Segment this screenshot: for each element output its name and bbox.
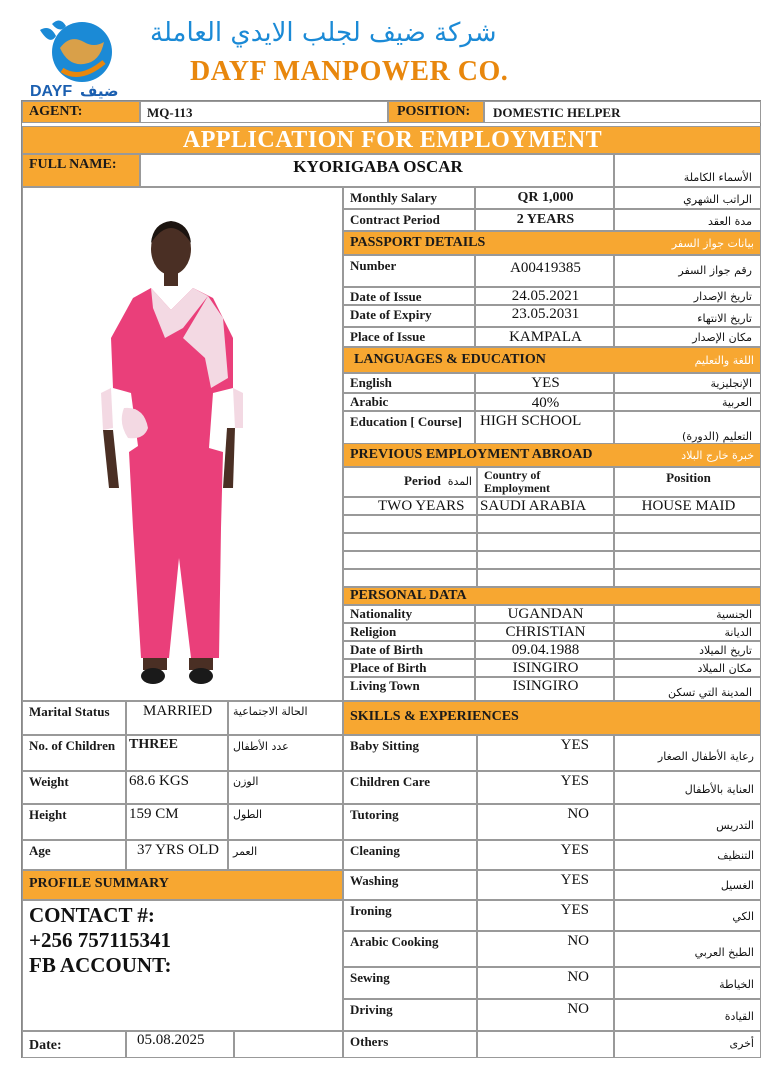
skill-value: YES <box>560 902 589 918</box>
arabic-label: Arabic <box>350 394 389 409</box>
contract-value: 2 YEARS <box>516 212 575 227</box>
form-title-bar <box>22 126 761 154</box>
profile-summary-header <box>22 870 343 900</box>
height-ar: الطول <box>233 808 263 821</box>
dob-ar: تاريخ الميلاد <box>699 644 752 657</box>
salary-value: QR 1,000 <box>517 190 574 205</box>
skill-label: Baby Sitting <box>350 738 419 753</box>
religion-label: Religion <box>350 624 397 639</box>
height-label: Height <box>29 807 67 822</box>
date-label: Date: <box>29 1038 62 1053</box>
children-value: THREE <box>129 737 179 752</box>
prev-row-position: HOUSE MAID <box>641 498 736 514</box>
age-label: Age <box>29 843 51 858</box>
weight-ar: الوزن <box>233 775 259 788</box>
issue-date-value: 24.05.2021 <box>511 288 580 304</box>
nationality-value: UGANDAN <box>507 606 584 622</box>
skill-label: Washing <box>350 873 399 888</box>
full-name-value-cell <box>140 154 614 187</box>
issue-place-value: KAMPALA <box>509 329 582 345</box>
age-value: 37 YRS OLD <box>137 842 219 858</box>
living-town-value: ISINGIRO <box>512 678 579 694</box>
profile-title: PROFILE SUMMARY <box>29 876 169 891</box>
pob-label: Place of Birth <box>350 660 427 675</box>
company-name-arabic: شركة ضيف لجلب الايدي العاملة <box>150 18 497 48</box>
agent-label: AGENT: <box>29 104 83 119</box>
skill-ar: الطبخ العربي <box>694 946 754 959</box>
previous-employment-header <box>343 443 761 467</box>
table-row <box>343 515 477 533</box>
english-ar: الإنجليزية <box>710 377 752 390</box>
nationality-ar: الجنسية <box>716 608 752 621</box>
english-label: English <box>350 375 392 390</box>
passport-number-label: Number <box>350 258 397 273</box>
personal-title: PERSONAL DATA <box>350 588 467 603</box>
passport-header <box>343 231 761 255</box>
skill-ar: رعاية الأطفال الصغار <box>657 750 754 763</box>
position-label-cell <box>388 101 484 123</box>
period-col-header-ar: المدة <box>447 475 472 488</box>
skill-ar: الخياطة <box>719 978 754 991</box>
skill-ar: أخرى <box>729 1037 754 1050</box>
age-ar: العمر <box>233 845 258 858</box>
skill-label: Tutoring <box>350 807 399 822</box>
company-name-english: DAYF MANPOWER CO. <box>190 56 509 87</box>
previous-title-ar: خبرة خارج البلاد <box>681 449 754 462</box>
logo-text-ar: ضيف <box>80 82 119 100</box>
issue-date-ar: تاريخ الإصدار <box>693 290 752 303</box>
agent-value: MQ-113 <box>147 105 193 120</box>
skill-ar: القيادة <box>724 1010 754 1023</box>
application-form <box>21 100 761 1058</box>
form-title: APPLICATION FOR EMPLOYMENT <box>182 127 603 153</box>
issue-date-label: Date of Issue <box>350 289 422 304</box>
living-town-label: Living Town <box>350 678 420 693</box>
table-row <box>343 533 477 551</box>
contact-label: CONTACT #: <box>29 903 155 927</box>
skill-ar: الكي <box>732 910 754 923</box>
date-value: 05.08.2025 <box>137 1032 205 1048</box>
position-col-header: Position <box>666 470 711 485</box>
living-town-ar: المدينة التي تسكن <box>667 686 752 699</box>
weight-label: Weight <box>29 774 69 789</box>
nationality-label: Nationality <box>350 606 413 621</box>
skill-value: NO <box>567 969 589 985</box>
prev-row-country: SAUDI ARABIA <box>480 498 587 514</box>
passport-number-ar: رقم جواز السفر <box>678 264 752 277</box>
company-logo <box>22 10 122 102</box>
skill-ar: العناية بالأطفال <box>684 783 754 796</box>
salary-label: Monthly Salary <box>350 190 438 205</box>
full-name-ar-cell <box>614 154 761 187</box>
dob-value: 09.04.1988 <box>511 642 580 658</box>
skill-ar: التدريس <box>716 819 754 832</box>
contract-ar: مدة العقد <box>708 215 752 228</box>
expiry-date-value: 23.05.2031 <box>511 306 580 322</box>
religion-ar: الديانة <box>724 626 752 639</box>
country-col-header: Country of Employment <box>484 468 550 495</box>
marital-value: MARRIED <box>143 703 213 719</box>
skill-value: NO <box>567 806 589 822</box>
languages-title: LANGUAGES & EDUCATION <box>354 352 546 367</box>
passport-title: PASSPORT DETAILS <box>350 235 486 250</box>
position-value: DOMESTIC HELPER <box>493 105 621 120</box>
skill-ar: الغسيل <box>720 879 754 892</box>
skill-label: Children Care <box>350 774 431 789</box>
pob-ar: مكان الميلاد <box>697 662 752 675</box>
religion-value: CHRISTIAN <box>505 624 586 640</box>
agent-value-cell <box>140 101 388 123</box>
marital-ar: الحالة الاجتماعية <box>233 705 308 718</box>
skill-value: NO <box>567 1001 589 1017</box>
education-value: HIGH SCHOOL <box>480 413 582 429</box>
table-row <box>343 569 477 587</box>
full-name-label: FULL NAME: <box>29 157 117 172</box>
period-col-header: Period <box>404 473 441 488</box>
prev-row-period: TWO YEARS <box>378 498 465 514</box>
logo-text-en: DAYF <box>30 83 73 100</box>
table-row <box>343 551 477 569</box>
marital-label: Marital Status <box>29 704 110 719</box>
skill-label: Arabic Cooking <box>350 934 439 949</box>
full-name-label-cell <box>22 154 140 187</box>
languages-header <box>343 347 761 373</box>
full-name-ar: الأسماء الكاملة <box>683 171 752 184</box>
position-label: POSITION: <box>397 104 471 119</box>
agent-label-cell <box>22 101 140 123</box>
position-value-cell <box>484 101 761 123</box>
passport-title-ar: بيانات جواز السفر <box>671 237 754 250</box>
children-label: No. of Children <box>29 738 116 753</box>
passport-number-value: A00419385 <box>510 260 581 276</box>
skill-label: Ironing <box>350 903 392 918</box>
education-ar: التعليم (الدورة) <box>682 430 752 443</box>
skill-value: YES <box>560 872 589 888</box>
skill-label: Cleaning <box>350 843 400 858</box>
issue-place-label: Place of Issue <box>350 329 426 344</box>
english-value: YES <box>531 375 560 391</box>
pob-value: ISINGIRO <box>512 660 579 676</box>
fb-account-label: FB ACCOUNT: <box>29 953 172 977</box>
personal-data-header <box>343 587 761 605</box>
languages-title-ar: اللغة والتعليم <box>694 354 754 367</box>
skill-value: YES <box>560 737 589 753</box>
arabic-value: 40% <box>531 395 560 411</box>
skill-value: YES <box>560 773 589 789</box>
children-ar: عدد الأطفال <box>233 740 289 753</box>
height-value: 159 CM <box>129 806 179 822</box>
skill-label: Sewing <box>350 970 390 985</box>
skills-title: SKILLS & EXPERIENCES <box>350 709 519 724</box>
skills-header <box>343 701 761 735</box>
education-label: Education [ Course] <box>350 414 462 429</box>
issue-place-ar: مكان الإصدار <box>692 331 752 344</box>
applicant-photo <box>23 188 342 700</box>
photo-area <box>22 187 343 701</box>
arabic-ar: العربية <box>721 396 752 409</box>
skill-ar: التنظيف <box>717 849 754 862</box>
full-name-value: KYORIGABA OSCAR <box>293 157 463 176</box>
expiry-date-ar: تاريخ الانتهاء <box>697 312 752 325</box>
weight-value: 68.6 KGS <box>129 773 190 789</box>
skill-label: Others <box>350 1034 389 1049</box>
previous-title: PREVIOUS EMPLOYMENT ABROAD <box>350 447 593 462</box>
contact-value: +256 757115341 <box>29 928 172 952</box>
salary-ar: الراتب الشهري <box>683 193 752 206</box>
skill-label: Driving <box>350 1002 393 1017</box>
profile-summary-body <box>22 900 343 1031</box>
skill-value: YES <box>560 842 589 858</box>
contract-label: Contract Period <box>350 212 440 227</box>
expiry-date-label: Date of Expiry <box>350 307 432 322</box>
dob-label: Date of Birth <box>350 642 423 657</box>
skill-value: NO <box>567 933 589 949</box>
